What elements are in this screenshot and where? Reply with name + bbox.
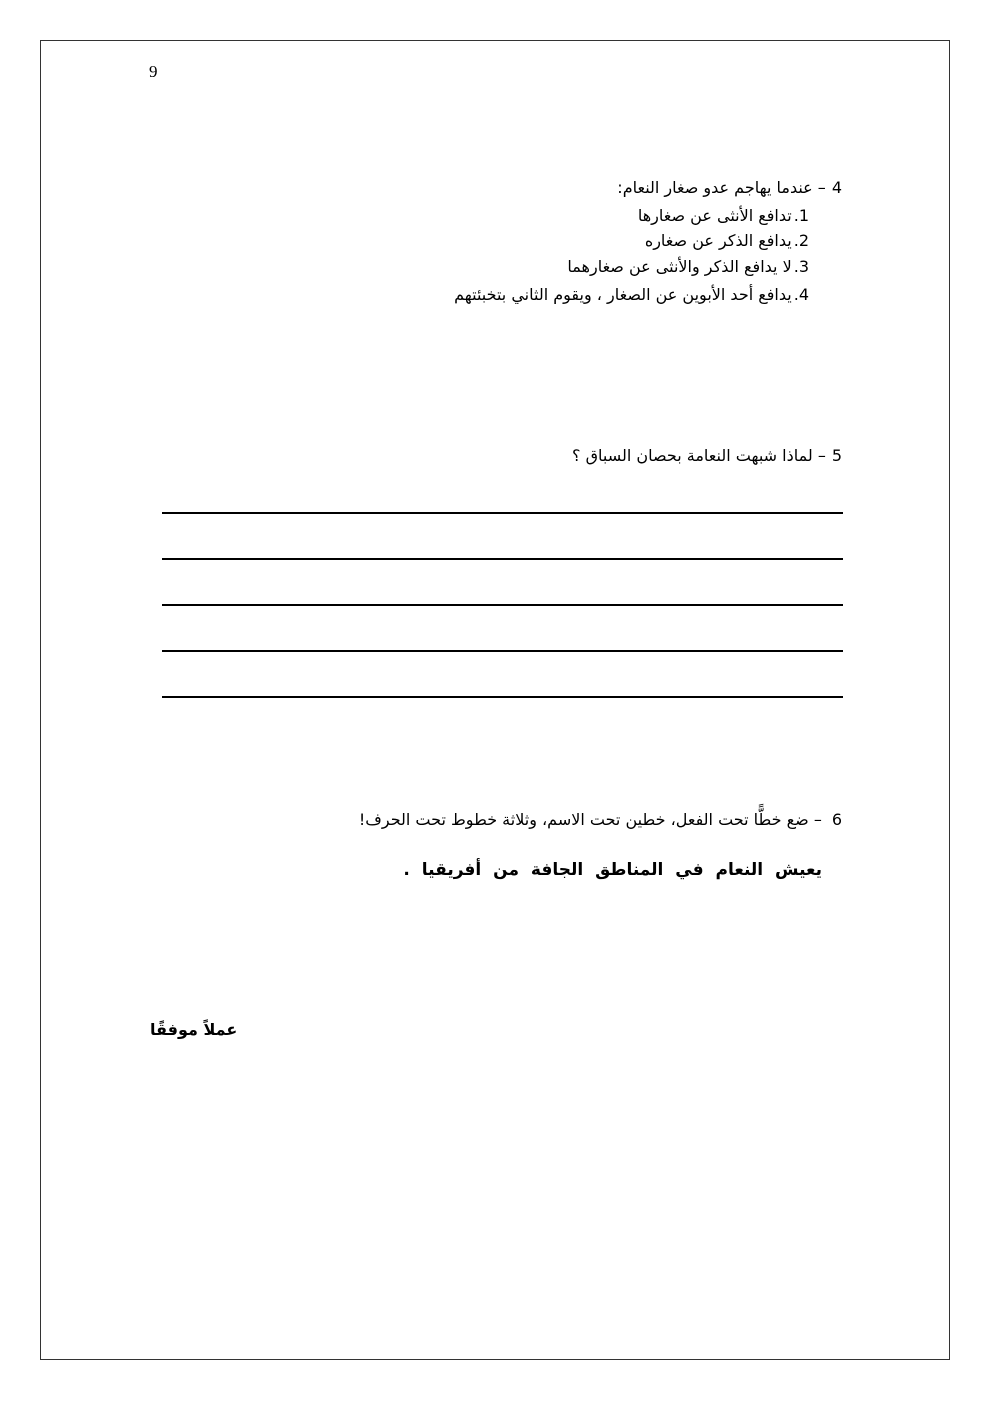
option-text: يدافع الذكر عن صغاره (644, 231, 792, 250)
question-4-text: – عندما يهاجم عدو صغار النعام: (617, 178, 826, 197)
answer-line-4[interactable] (162, 650, 843, 652)
page-frame (40, 40, 950, 1360)
closing-wish: عملاً موفقًا (150, 1020, 238, 1039)
option-number: 3. (793, 257, 809, 276)
option-number: 1. (793, 206, 809, 225)
question-6-number: 6 (831, 810, 842, 829)
option-text: لا يدافع الذكر والأنثى عن صغارهما (567, 257, 792, 276)
question-4-option-2 (645, 231, 809, 251)
page-number: 9 (149, 62, 158, 81)
option-text: تدافع الأنثى عن صغارها (637, 206, 792, 225)
option-text: يدافع أحد الأبوين عن الصغار ، ويقوم الثاني بتخبئتهم (454, 285, 792, 304)
question-5-text: – لماذا شبهت النعامة بحصان السباق ؟ (572, 446, 826, 465)
answer-line-5[interactable] (162, 696, 843, 698)
question-6-heading (359, 810, 842, 830)
question-4-number: 4 (831, 178, 842, 197)
question-4-heading (617, 178, 842, 198)
question-6-text: – ضع خطًّا تحت الفعل، خطين تحت الاسم، وثلاثة خطوط تحت الحرف! (358, 810, 822, 829)
exercise-sentence: يعيش النعام في المناطق الجافة من أفريقيا . (403, 860, 822, 880)
option-number: 4. (793, 285, 809, 304)
answer-line-3[interactable] (162, 604, 843, 606)
question-4-option-4 (454, 285, 809, 305)
question-4-option-1 (638, 206, 809, 226)
option-number: 2. (793, 231, 809, 250)
question-5-heading (572, 446, 842, 466)
answer-line-1[interactable] (162, 512, 843, 514)
answer-line-2[interactable] (162, 558, 843, 560)
question-5-number: 5 (831, 446, 842, 465)
question-4-option-3 (567, 257, 809, 277)
